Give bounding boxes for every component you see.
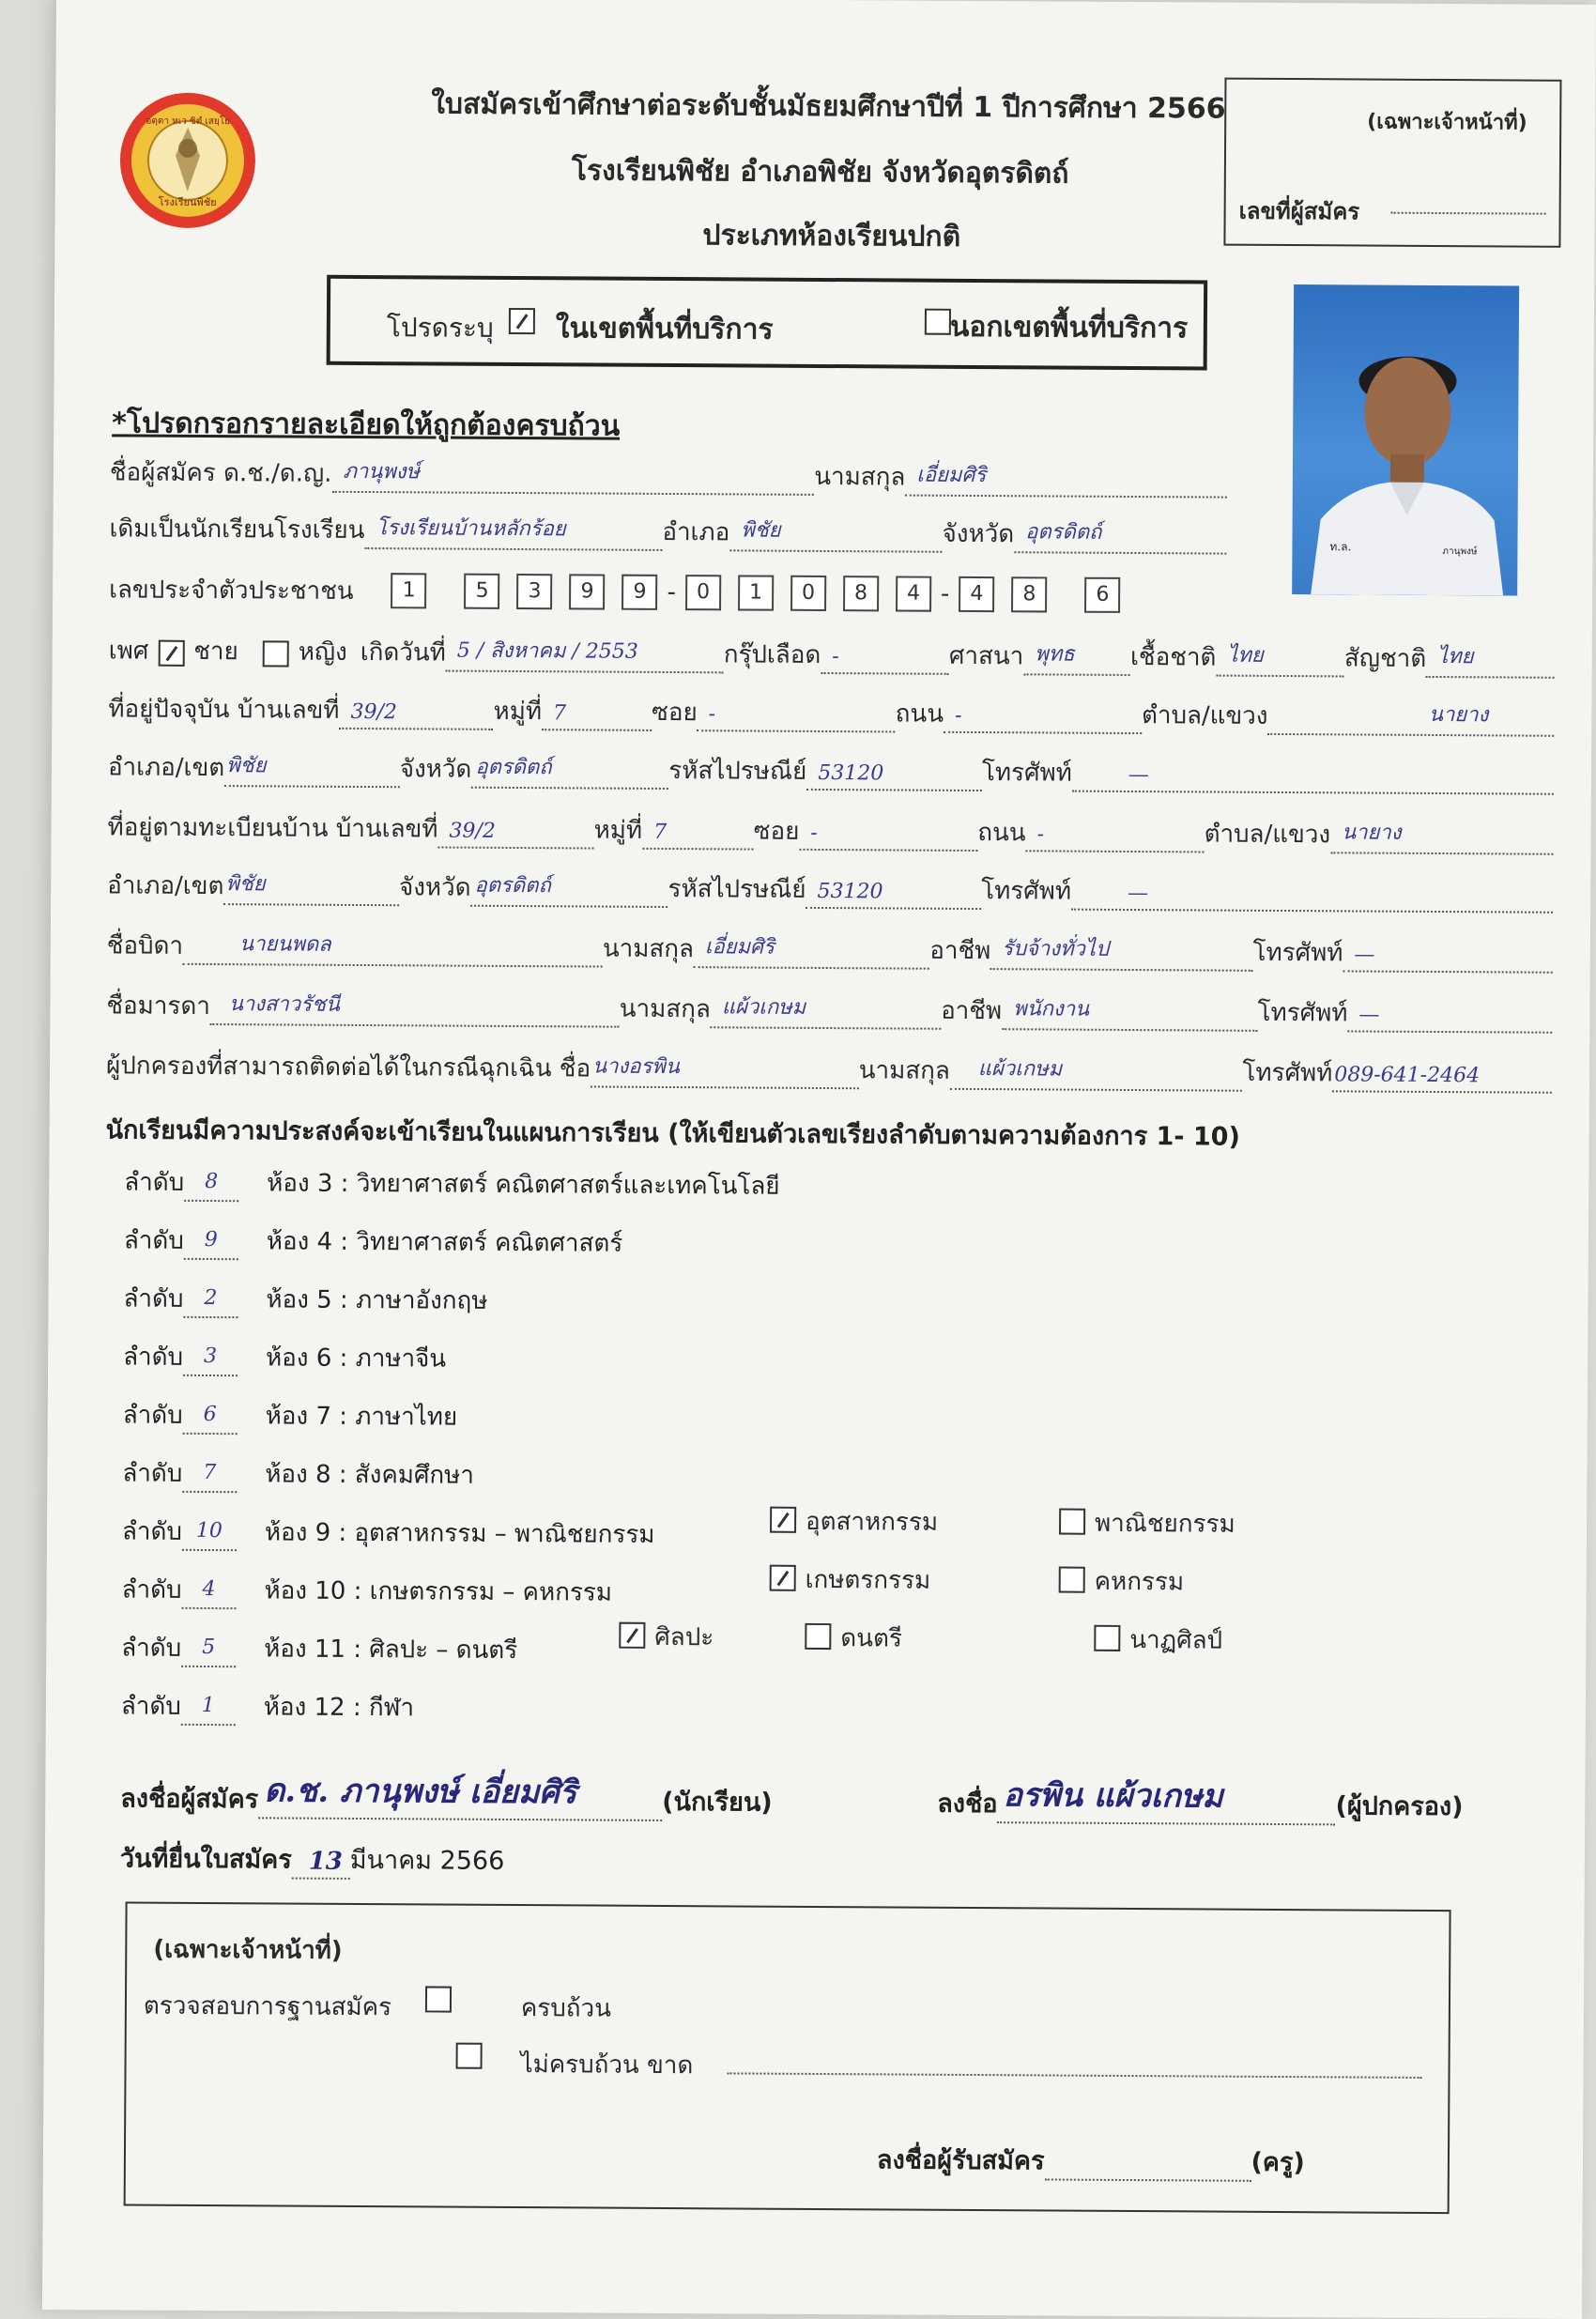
office-section xyxy=(124,1901,1451,2214)
room-label: ห้อง 5 : ภาษาอังกฤษ xyxy=(266,1285,488,1315)
last-name-field[interactable] xyxy=(905,463,1227,499)
sub11-dance-label: นาฏศิลป์ xyxy=(1129,1626,1223,1655)
cur-amphoe-field[interactable] xyxy=(224,753,400,788)
rank-label: ลำดับ xyxy=(122,1459,183,1488)
rank-input[interactable]: 2 xyxy=(183,1286,238,1318)
date-day-value: 13 xyxy=(308,1847,344,1876)
mother-surname-field[interactable] xyxy=(711,994,941,1029)
cur-subdistrict-field[interactable] xyxy=(1267,701,1554,737)
father-surname-field[interactable] xyxy=(694,934,930,970)
race-label: เชื้อชาติ xyxy=(1129,642,1217,672)
reg-amphoe-value: พิชัย xyxy=(225,872,266,897)
reg-soi-field[interactable] xyxy=(799,817,977,852)
room-label: ห้อง 9 : อุตสาหกรรม – พาณิชยกรรม xyxy=(264,1518,655,1549)
room-label: ห้อง 8 : สังคมศึกษา xyxy=(265,1460,475,1490)
rank-label: ลำดับ xyxy=(120,1692,181,1721)
guardian-sig-field[interactable] xyxy=(997,1776,1335,1825)
guardian-name-value: นางอรพิน xyxy=(592,1054,680,1080)
cur-moo-label: หมู่ที่ xyxy=(493,697,543,727)
office-box xyxy=(1223,78,1561,248)
missing-items-field[interactable] xyxy=(728,2072,1422,2079)
id-separator: - xyxy=(940,579,950,608)
mother-phone-label: โทรศัพท์ xyxy=(1257,998,1348,1028)
guardian-sig-value: อรพิน แผ้วเกษม xyxy=(1003,1776,1223,1816)
id-digit-box[interactable]: 8 xyxy=(1011,576,1047,612)
room-label: ห้อง 4 : วิทยาศาสตร์ คณิตศาสตร์ xyxy=(266,1227,623,1258)
class-type: ประเภทห้องเรียนปกติ xyxy=(702,219,961,253)
birth-label: เกิดวันที่ xyxy=(360,637,446,668)
sub10-group xyxy=(760,1560,1185,1602)
row-registered-address xyxy=(107,808,1553,854)
cur-phone-field[interactable] xyxy=(1072,759,1554,795)
id-digit-box[interactable]: 9 xyxy=(622,575,657,610)
last-name-value: เอี่ยมศิริ xyxy=(916,463,987,488)
reg-soi-label: ซอย xyxy=(753,817,800,846)
preference-row xyxy=(123,1396,458,1436)
race-value: ไทย xyxy=(1227,643,1264,668)
prev-province-field[interactable] xyxy=(1014,519,1227,554)
shirt-name-tag: ภานุพงษ์ xyxy=(1442,546,1478,558)
id-digit-box[interactable]: 1 xyxy=(391,573,426,608)
blood-value: - xyxy=(832,645,839,669)
applicant-no-field[interactable] xyxy=(1391,212,1546,215)
id-digit-box[interactable]: 5 xyxy=(464,574,499,609)
applicant-sig-value: ด.ช. ภานุพงษ์ เอี่ยมศิริ xyxy=(264,1772,577,1812)
cur-road-value: - xyxy=(954,703,962,728)
father-surname-label: นามสกุล xyxy=(602,934,695,964)
sub11-group xyxy=(609,1618,1222,1660)
id-digit-box[interactable]: 0 xyxy=(685,575,721,610)
reg-subdistrict-field[interactable] xyxy=(1330,820,1554,854)
guardian-phone-field[interactable] xyxy=(1332,1058,1552,1093)
cur-amphoe-label: อำเภอ/เขต xyxy=(107,753,225,783)
sub9-commerce-checkbox[interactable] xyxy=(1059,1508,1085,1534)
female-checkbox[interactable] xyxy=(263,640,289,667)
religion-value: พุทธ xyxy=(1035,642,1075,667)
religion-field[interactable] xyxy=(1023,641,1130,676)
date-rest: มีนาคม 2566 xyxy=(349,1845,505,1876)
race-field[interactable] xyxy=(1216,643,1344,678)
reg-house-field[interactable] xyxy=(437,814,593,849)
date-day-field[interactable] xyxy=(292,1846,350,1880)
office-box-label: (เฉพาะเจ้าหน้าที่) xyxy=(1367,110,1527,135)
guardian-signature-row xyxy=(937,1776,1464,1826)
cur-house-field[interactable] xyxy=(339,696,493,730)
mother-surname-label: นามสกุล xyxy=(619,994,711,1024)
office-check-label: ตรวจสอบการฐานสมัคร xyxy=(143,1991,392,2022)
cur-road-label: ถนน xyxy=(895,699,944,729)
preference-row xyxy=(123,1338,446,1377)
cur-province-value: อุตรดิตถ์ xyxy=(475,755,552,780)
sub10-agri-label: เกษตรกรรม xyxy=(805,1565,931,1595)
row-applicant-name xyxy=(110,453,1227,498)
father-name-field[interactable] xyxy=(183,931,603,968)
applicant-photo xyxy=(1292,284,1519,595)
mother-label: ชื่อมารดา xyxy=(106,991,210,1021)
reg-subdistrict-value: นายาง xyxy=(1342,821,1402,845)
cur-postal-label: รหัสไปรษณีย์ xyxy=(668,756,807,786)
id-digit-box[interactable]: 3 xyxy=(516,574,552,609)
guardian-surname-field[interactable] xyxy=(950,1056,1243,1092)
prev-district-field[interactable] xyxy=(729,517,943,552)
mother-name-field[interactable] xyxy=(210,991,620,1028)
row-prev-school xyxy=(109,510,1226,554)
reg-house-value: 39/2 xyxy=(449,819,496,843)
cur-house-value: 39/2 xyxy=(350,699,397,725)
school-line: โรงเรียนพิชัย อำเภอพิชัย จังหวัดอุตรดิตถ์ xyxy=(571,154,1069,191)
reg-province-value: อุตรดิตถ์ xyxy=(474,873,551,898)
receiver-role: (ครู) xyxy=(1251,2147,1305,2178)
father-label: ชื่อบิดา xyxy=(106,931,184,960)
reg-road-value: - xyxy=(1036,822,1045,847)
rank-label: ลำดับ xyxy=(123,1226,184,1255)
preference-row xyxy=(124,1163,780,1205)
rank-input[interactable]: 6 xyxy=(183,1403,238,1435)
cur-phone-label: โทรศัพท์ xyxy=(981,759,1072,788)
rank-input[interactable]: 10 xyxy=(182,1519,237,1551)
guardian-label: ผู้ปกครองที่สามารถติดต่อได้ในกรณีฉุกเฉิน ชื่อ xyxy=(105,1052,591,1083)
cur-postal-field[interactable] xyxy=(806,757,982,791)
rank-input[interactable]: 1 xyxy=(181,1694,236,1726)
incomplete-checkbox[interactable] xyxy=(456,2043,483,2069)
prev-school-value: โรงเรียนบ้านหลักร้อย xyxy=(376,516,566,542)
seal-text-bottom: โรงเรียนพิชัย xyxy=(158,195,217,209)
row-guardian xyxy=(106,1047,1552,1093)
rank-label: ลำดับ xyxy=(122,1401,183,1430)
sex-label: เพศ xyxy=(108,637,149,666)
cur-addr-label: ที่อยู่ปัจจุบัน บ้านเลขที่ xyxy=(108,695,340,725)
reg-province-label: จังหวัด xyxy=(398,873,471,902)
reg-phone-value: — xyxy=(1127,881,1149,906)
applicant-no-label: เลขที่ผู้สมัคร xyxy=(1238,197,1360,225)
cur-province-field[interactable] xyxy=(471,755,668,790)
sub9-industry-label: อุตสาหกรรม xyxy=(806,1507,939,1537)
complete-label: ครบถ้วน xyxy=(520,1994,612,2023)
row-father xyxy=(107,927,1553,973)
school-seal xyxy=(116,89,258,231)
preference-row xyxy=(122,1454,474,1494)
reg-province-field[interactable] xyxy=(470,873,668,908)
preference-row xyxy=(122,1513,655,1553)
guardian-role: (ผู้ปกครอง) xyxy=(1335,1791,1464,1822)
sub9-industry-checkbox[interactable] xyxy=(770,1506,796,1532)
receiver-label: ลงชื่อผู้รับสมัคร xyxy=(876,2145,1045,2176)
application-form xyxy=(42,0,1596,2319)
reg-phone-field[interactable] xyxy=(1071,877,1553,914)
rank-label: ลำดับ xyxy=(124,1168,185,1197)
row-id-number xyxy=(109,570,1226,614)
reg-postal-field[interactable] xyxy=(806,875,981,910)
receiver-sig-field[interactable] xyxy=(1044,2146,1251,2181)
father-occupation-label: อาชีพ xyxy=(929,936,991,966)
mother-phone-field[interactable] xyxy=(1347,998,1552,1033)
birth-value: 5 / สิงหาคม / 2553 xyxy=(456,638,638,664)
id-label: เลขประจำตัวประชาชน xyxy=(109,575,354,606)
father-phone-label: โทรศัพท์ xyxy=(1252,938,1343,968)
cur-road-field[interactable] xyxy=(944,699,1142,734)
mother-name-value: นางสาวรัชนี xyxy=(228,992,341,1017)
rank-input[interactable]: 3 xyxy=(183,1344,238,1376)
reg-soi-value: - xyxy=(810,821,818,845)
cur-amphoe-value: พิชัย xyxy=(226,754,267,778)
father-phone-value: — xyxy=(1354,943,1375,967)
reg-road-field[interactable] xyxy=(1026,818,1205,852)
surname-label: นามสกุล xyxy=(814,462,906,492)
cur-subdistrict-label: ตำบล/แขวง xyxy=(1141,701,1268,730)
id-digit-box[interactable]: 9 xyxy=(569,574,605,609)
in-area-checkbox[interactable] xyxy=(509,308,535,334)
cur-subdistrict-value: นายาง xyxy=(1428,702,1489,728)
id-digit-box[interactable]: 1 xyxy=(738,575,774,610)
nationality-label: สัญชาติ xyxy=(1343,644,1427,673)
prev-province-value: อุตรดิตถ์ xyxy=(1025,520,1102,545)
rank-input[interactable]: 7 xyxy=(182,1461,237,1493)
complete-checkbox[interactable] xyxy=(425,1986,452,2012)
sub10-home-checkbox[interactable] xyxy=(1059,1566,1085,1592)
cur-province-label: จังหวัด xyxy=(399,755,472,784)
id-digit-box[interactable]: 4 xyxy=(959,576,994,612)
receiver-row xyxy=(877,2139,1305,2182)
cur-soi-value: - xyxy=(708,702,716,727)
preference-row xyxy=(123,1280,487,1319)
row-current-address xyxy=(108,690,1554,736)
cur-moo-field[interactable] xyxy=(542,697,652,731)
birth-field[interactable] xyxy=(446,638,724,674)
sub11-art-checkbox[interactable] xyxy=(619,1621,645,1648)
cur-phone-value: — xyxy=(1128,762,1149,788)
mother-phone-value: — xyxy=(1358,1003,1380,1027)
id-digit-box[interactable]: 0 xyxy=(790,576,826,611)
reg-addr-label: ที่อยู่ตามทะเบียนบ้าน บ้านเลขที่ xyxy=(107,813,438,844)
room-label: ห้อง 6 : ภาษาจีน xyxy=(265,1344,447,1374)
cur-soi-field[interactable] xyxy=(698,698,896,732)
guardian-surname-label: นามสกุล xyxy=(858,1056,950,1085)
reg-postal-label: รหัสไปรษณีย์ xyxy=(668,874,806,904)
preference-row xyxy=(121,1687,414,1727)
seal-text-top: อตฺตา หเว ชิตํ เสยฺโย xyxy=(146,115,231,128)
room-label: ห้อง 7 : ภาษาไทย xyxy=(265,1402,458,1432)
reg-phone-label: โทรศัพท์ xyxy=(981,877,1072,906)
sub9-group xyxy=(760,1502,1235,1543)
rank-label: ลำดับ xyxy=(121,1634,182,1663)
rank-label: ลำดับ xyxy=(123,1343,184,1372)
area-box xyxy=(327,275,1208,371)
applicant-role: (นักเรียน) xyxy=(662,1787,773,1818)
incomplete-label: ไม่ครบถ้วน ขาด xyxy=(520,2050,694,2081)
guardian-sig-label: ลงชื่อ xyxy=(937,1789,998,1820)
nationality-field[interactable] xyxy=(1426,644,1555,679)
mother-occupation-value: พนักงาน xyxy=(1013,997,1090,1021)
female-label: หญิง xyxy=(298,637,347,667)
preference-row xyxy=(124,1221,623,1262)
preference-row xyxy=(122,1571,613,1611)
id-digit-box[interactable]: 4 xyxy=(896,576,931,611)
row-sex-birth xyxy=(109,632,1555,678)
blood-field[interactable] xyxy=(821,640,949,675)
guardian-name-field[interactable] xyxy=(591,1053,859,1089)
cur-moo-value: 7 xyxy=(552,701,567,726)
mother-occupation-field[interactable] xyxy=(1002,996,1258,1032)
sub11-art-label: ศิลปะ xyxy=(654,1622,714,1652)
room-label: ห้อง 11 : ศิลปะ – ดนตรี xyxy=(264,1635,518,1666)
reg-amphoe-field[interactable] xyxy=(223,871,399,906)
sub11-music-label: ดนตรี xyxy=(840,1624,902,1653)
father-occupation-value: รับจ้างทั่วไป xyxy=(1002,937,1110,961)
date-label: วันที่ยื่นใบสมัคร xyxy=(119,1844,292,1875)
id-separator: - xyxy=(667,577,677,607)
in-area-label: ในเขตพื้นที่บริการ xyxy=(555,312,774,346)
prev-district-label: อำเภอ xyxy=(662,517,730,547)
father-name-value: นายนพดล xyxy=(239,932,331,957)
applicant-sig-label: ลงชื่อผู้สมัคร xyxy=(120,1784,259,1815)
prev-school-field[interactable] xyxy=(364,515,662,551)
form-title: ใบสมัครเข้าศึกษาต่อระดับชั้นมัธยมศึกษาปีที่ 1 ปีการศึกษา 2566 xyxy=(431,87,1226,126)
father-surname-value: เอี่ยมศิริ xyxy=(704,935,775,960)
id-digit-group xyxy=(391,573,1137,613)
shirt-tag: ท.ล. xyxy=(1329,540,1352,554)
first-name-field[interactable] xyxy=(331,459,814,496)
preferences-heading: นักเรียนมีความประสงค์จะเข้าเรียนในแผนการเรียน (ให้เขียนตัวเลขเรียงลำดับตามความต้องการ 1- 10) xyxy=(105,1115,1240,1152)
reg-postal-value: 53120 xyxy=(817,879,883,904)
guardian-phone-value: 089-641-2464 xyxy=(1334,1063,1481,1088)
male-label: ชาย xyxy=(193,637,238,667)
instruction: *โปรดกรอกรายละเอียดให้ถูกต้องครบถ้วน xyxy=(112,407,621,443)
rank-input[interactable]: 4 xyxy=(181,1577,236,1609)
id-digit-box[interactable]: 8 xyxy=(843,576,879,611)
sub10-home-label: คหกรรม xyxy=(1094,1567,1185,1597)
applicant-signature-row xyxy=(120,1772,773,1821)
prev-district-value: พิชัย xyxy=(741,518,781,543)
room-label: ห้อง 10 : เกษตรกรรม – คหกรรม xyxy=(264,1576,613,1607)
reg-moo-label: หมู่ที่ xyxy=(593,816,643,845)
row-current-address-2 xyxy=(108,748,1554,794)
applicant-sig-field[interactable] xyxy=(258,1772,662,1821)
rank-label: ลำดับ xyxy=(123,1284,184,1313)
room-label: ห้อง 3 : วิทยาศาสตร์ คณิตศาสตร์และเทคโนโลยี xyxy=(267,1169,780,1201)
prev-province-label: จังหวัด xyxy=(942,519,1015,549)
office-section-title: (เฉพาะเจ้าหน้าที่) xyxy=(153,1935,343,1965)
row-registered-address-2 xyxy=(107,867,1553,913)
out-area-label: นอกเขตพื้นที่บริการ xyxy=(949,310,1189,346)
nationality-value: ไทย xyxy=(1437,644,1474,669)
reg-amphoe-label: อำเภอ/เขต xyxy=(107,871,224,901)
blood-label: กรุ๊ปเลือด xyxy=(723,640,821,669)
religion-label: ศาสนา xyxy=(948,641,1024,671)
guardian-surname-value: แผ้วเกษม xyxy=(977,1057,1063,1082)
cur-soi-label: ซอย xyxy=(652,698,698,728)
male-checkbox[interactable] xyxy=(158,640,184,667)
out-area-checkbox[interactable] xyxy=(925,309,951,335)
reg-moo-value: 7 xyxy=(653,820,668,844)
father-occupation-field[interactable] xyxy=(990,936,1252,972)
mother-surname-value: แผ้วเกษม xyxy=(721,995,806,1020)
room-label: ห้อง 12 : กีฬา xyxy=(263,1693,415,1723)
rank-input[interactable]: 9 xyxy=(184,1228,238,1260)
first-name-value: ภานุพงษ์ xyxy=(343,459,421,484)
reg-road-label: ถนน xyxy=(977,819,1026,848)
preference-row xyxy=(121,1629,517,1669)
submit-date-row xyxy=(120,1837,505,1881)
sub11-music-checkbox[interactable] xyxy=(805,1622,831,1649)
reg-moo-field[interactable] xyxy=(642,816,754,851)
rank-label: ลำดับ xyxy=(121,1575,182,1605)
rank-label: ลำดับ xyxy=(121,1517,183,1546)
area-prompt: โปรดระบุ xyxy=(386,312,494,344)
rank-input[interactable]: 5 xyxy=(181,1636,236,1667)
guardian-phone-label: โทรศัพท์ xyxy=(1242,1058,1333,1088)
sub11-dance-checkbox[interactable] xyxy=(1094,1624,1120,1651)
cur-postal-value: 53120 xyxy=(818,760,884,786)
row-mother xyxy=(106,987,1552,1033)
sub10-agri-checkbox[interactable] xyxy=(770,1564,796,1590)
id-digit-box[interactable]: 6 xyxy=(1084,577,1120,613)
father-phone-field[interactable] xyxy=(1343,938,1553,973)
mother-occupation-label: อาชีพ xyxy=(941,996,1003,1026)
reg-subdistrict-label: ตำบล/แขวง xyxy=(1204,820,1331,850)
rank-input[interactable]: 8 xyxy=(184,1170,238,1202)
applicant-name-label: ชื่อผู้สมัคร ด.ช./ด.ญ. xyxy=(109,458,332,488)
sub9-commerce-label: พาณิชยกรรม xyxy=(1095,1509,1235,1539)
prev-school-label: เดิมเป็นนักเรียนโรงเรียน xyxy=(109,514,365,545)
